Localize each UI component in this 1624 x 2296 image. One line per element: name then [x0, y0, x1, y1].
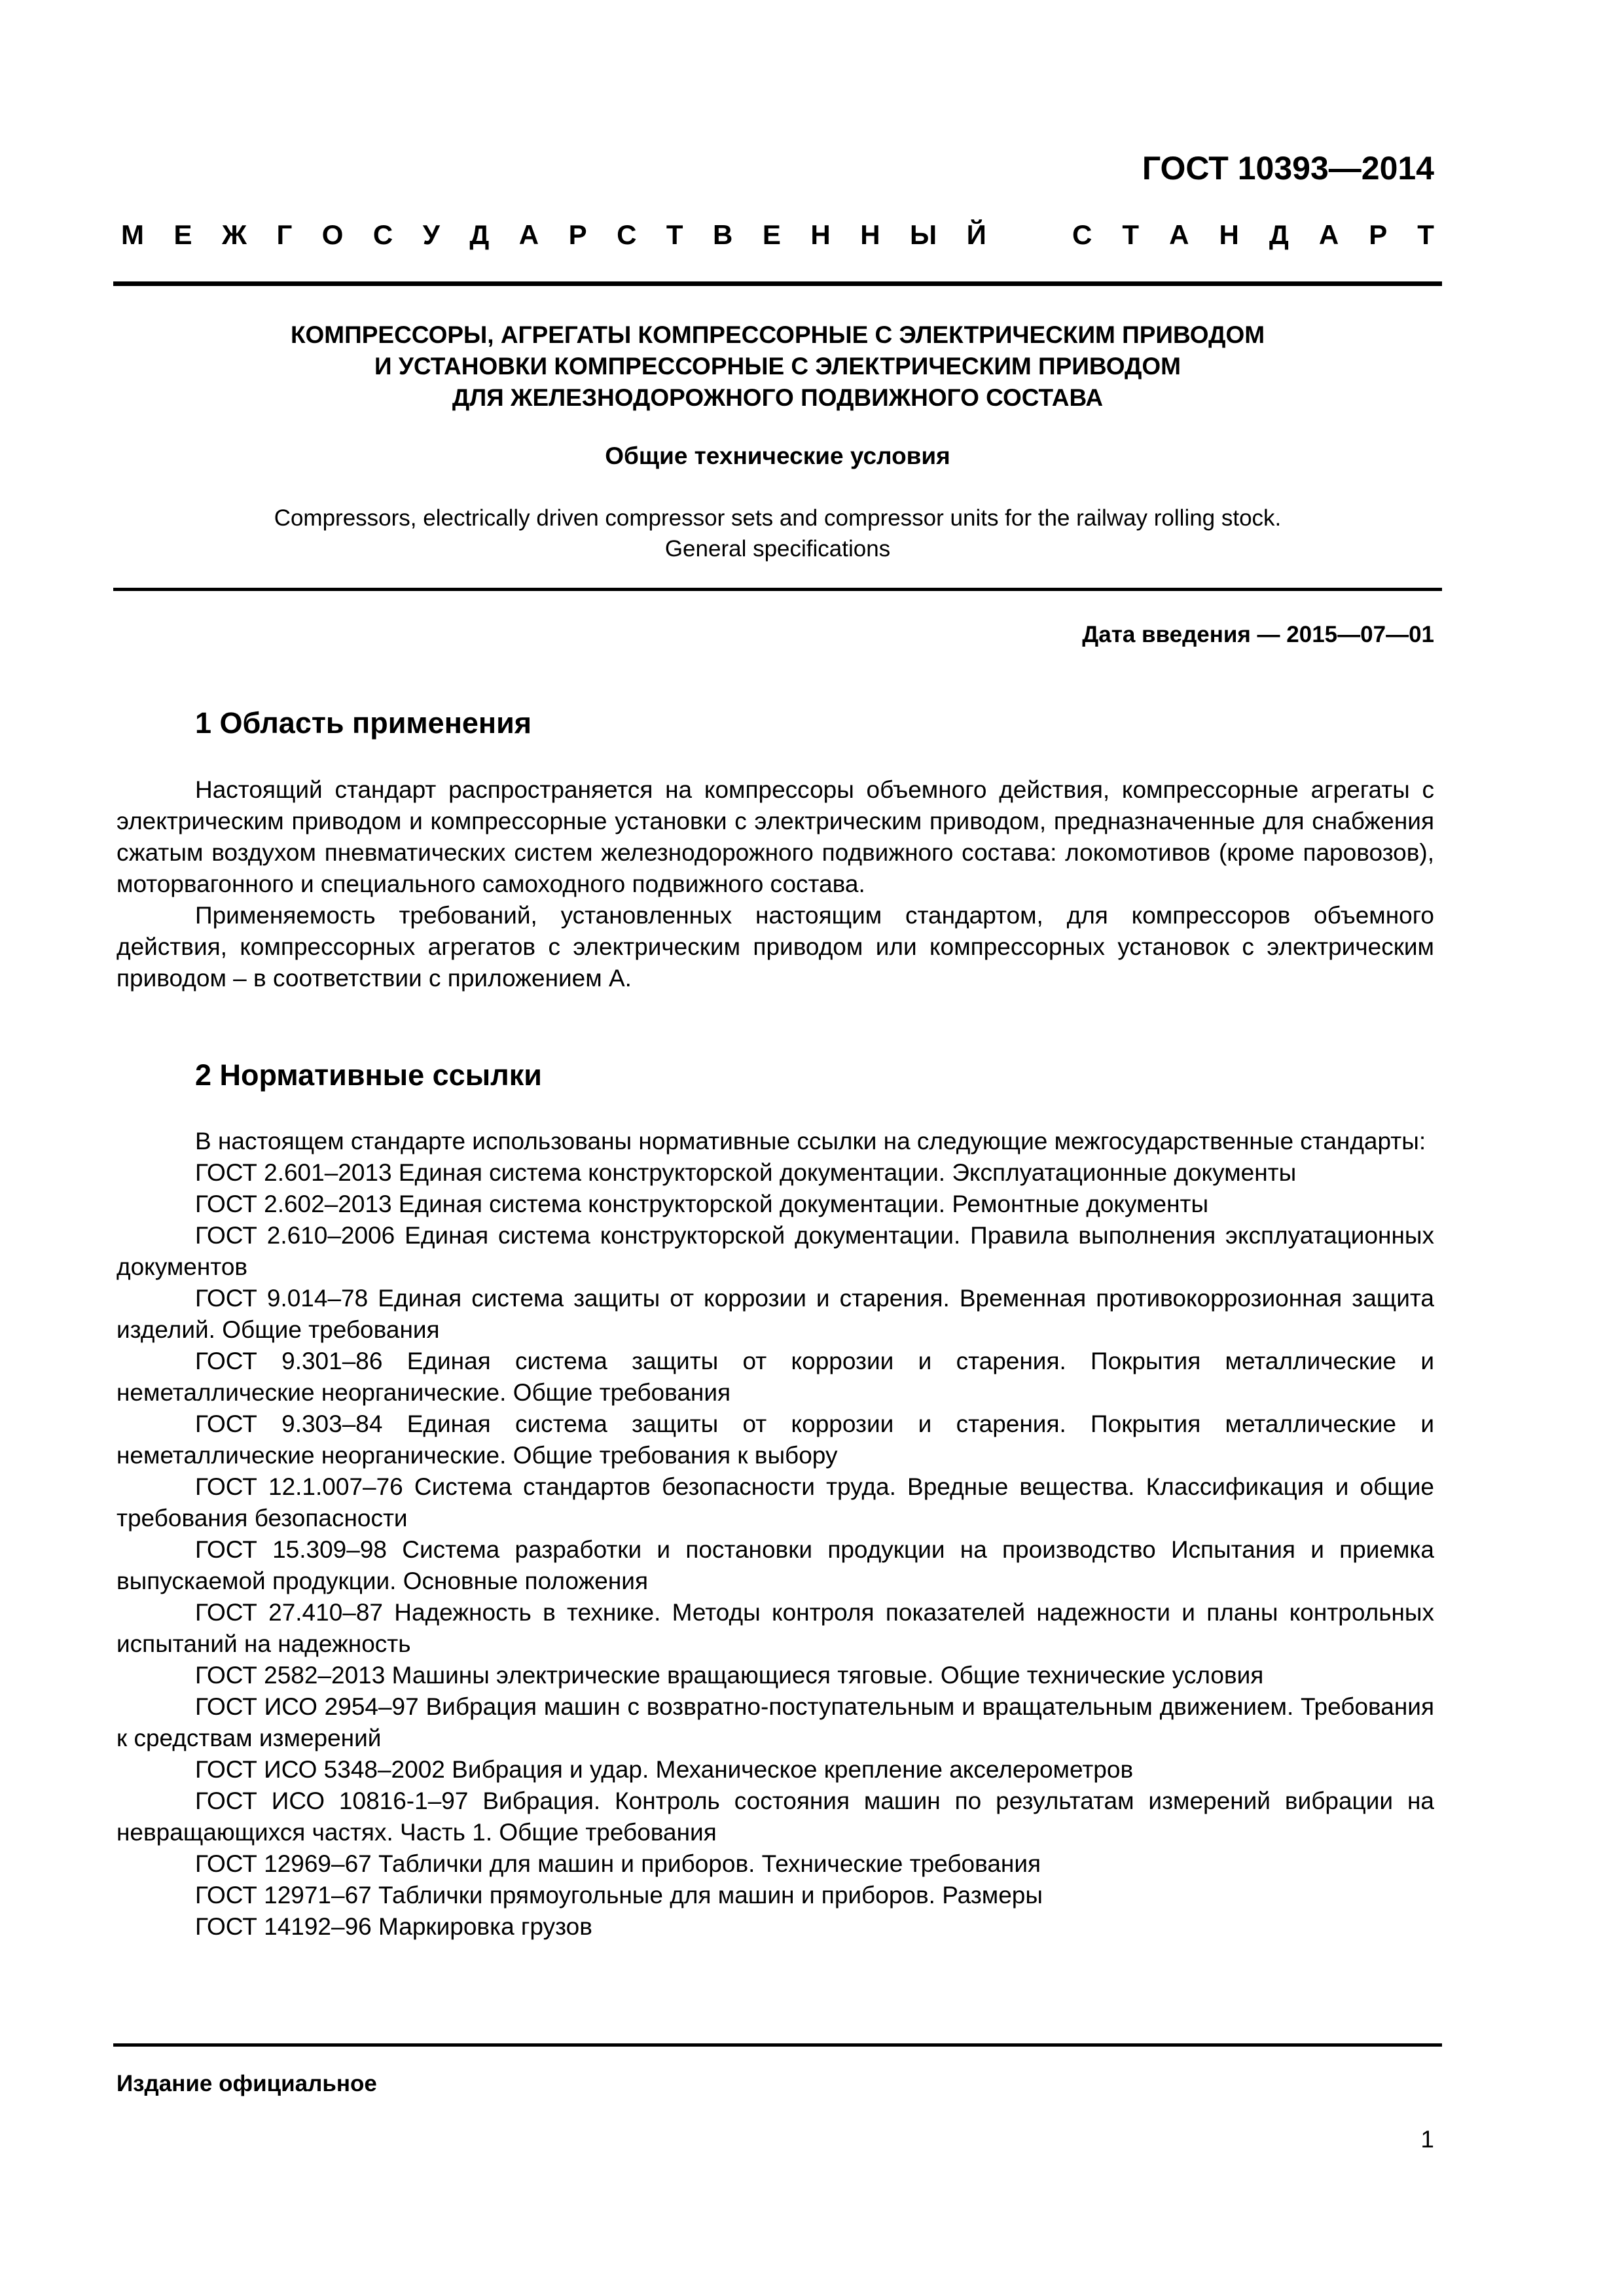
introduction-date: Дата введения — 2015—07—01 [1082, 622, 1434, 647]
reference-item: ГОСТ 2.602–2013 Единая система конструкторской документации. Ремонтные документы [195, 1191, 1209, 1217]
page-number: 1 [1420, 2126, 1434, 2153]
banner-letter: А [518, 219, 539, 250]
reference-item: ГОСТ ИСО 2954–97 Вибрация машин с возвратно-поступательным и вращательным движением. Требования к средствам измерений [117, 1693, 1434, 1751]
reference-item: ГОСТ ИСО 5348–2002 Вибрация и удар. Механическое крепление акселерометров [195, 1756, 1134, 1783]
reference-item: ГОСТ 9.014–78 Единая система защиты от коррозии и старения. Временная противокоррозионная защита изделий. Общие требования [117, 1285, 1434, 1343]
section-references-body [117, 1126, 1434, 1943]
title-line: ДЛЯ ЖЕЛЕЗНОДОРОЖНОГО ПОДВИЖНОГО СОСТАВА [452, 384, 1104, 411]
banner-letter: Ж [221, 219, 247, 250]
interstate-word [121, 221, 986, 249]
document-subtitle: Общие технические условия [605, 442, 950, 469]
reference-item: ГОСТ 15.309–98 Система разработки и постановки продукции на производство Испытания и приемка выпускаемой продукции. Основные положения [117, 1536, 1434, 1594]
section-heading-references: 2 Нормативные ссылки [195, 1058, 542, 1092]
paragraph: В настоящем стандарте использованы нормативные ссылки на следующие межгосударственные стандарты: [195, 1128, 1426, 1155]
banner-letter: Р [568, 219, 587, 250]
english-title-line: General specifications [664, 536, 891, 562]
reference-item: ГОСТ 12.1.007–76 Система стандартов безопасности труда. Вредные вещества. Классификация и общие требования безопасности [117, 1473, 1434, 1532]
banner-letter: Р [1369, 219, 1388, 250]
banner-letter: М [121, 219, 144, 250]
header-rule [113, 281, 1442, 286]
section-heading-scope: 1 Область применения [195, 706, 532, 740]
banner-letter: Ы [910, 219, 937, 250]
banner-letter: С [372, 219, 393, 250]
title-rule [113, 588, 1442, 591]
section-scope-body [117, 774, 1434, 994]
official-edition-note: Издание официальное [117, 2071, 377, 2096]
banner-letter: С [617, 219, 637, 250]
document-title [113, 319, 1442, 414]
reference-item: ГОСТ 12971–67 Таблички прямоугольные для машин и приборов. Размеры [195, 1882, 1043, 1909]
banner-letter: Н [860, 219, 880, 250]
standard-word [1072, 221, 1434, 249]
paragraph: Настоящий стандарт распространяется на компрессоры объемного действия, компрессорные агрегаты с электрическим приводом и компрессорные установки с электрическим приводом, предназначенные для снабжения сжатым воздухом пневматических систем железнодорожного подвижного состава: локомотивов (кроме паровозов), моторвагонного и специального самоходного подвижного состава. [117, 776, 1434, 897]
reference-item: ГОСТ 27.410–87 Надежность в технике. Методы контроля показателей надежности и планы контрольных испытаний на надежность [117, 1599, 1434, 1657]
title-line: КОМПРЕССОРЫ, АГРЕГАТЫ КОМПРЕССОРНЫЕ С ЭЛЕКТРИЧЕСКИМ ПРИВОДОМ [290, 321, 1265, 348]
banner-letter: Й [966, 219, 986, 250]
banner-letter: Т [1122, 219, 1140, 250]
reference-item: ГОСТ 2582–2013 Машины электрические вращающиеся тяговые. Общие технические условия [195, 1662, 1264, 1689]
banner-letter: А [1318, 219, 1339, 250]
reference-item: ГОСТ 2.610–2006 Единая система конструкторской документации. Правила выполнения эксплуатационных документов [117, 1222, 1434, 1280]
banner-letter: Д [469, 219, 490, 250]
banner-letter: Н [810, 219, 831, 250]
reference-item: ГОСТ 14192–96 Маркировка грузов [195, 1913, 592, 1940]
interstate-standard-banner [121, 221, 1434, 249]
banner-letter: Т [1417, 219, 1434, 250]
banner-letter: В [713, 219, 733, 250]
title-line: И УСТАНОВКИ КОМПРЕССОРНЫЕ С ЭЛЕКТРИЧЕСКИМ ПРИВОДОМ [374, 353, 1181, 380]
footer-rule [113, 2043, 1442, 2047]
english-title [113, 503, 1442, 564]
banner-letter: Е [173, 219, 192, 250]
reference-item: ГОСТ 9.303–84 Единая система защиты от коррозии и старения. Покрытия металлические и неметаллические неорганические. Общие требования к выбору [117, 1410, 1434, 1469]
banner-letter: А [1169, 219, 1189, 250]
banner-letter: Д [1269, 219, 1289, 250]
english-title-line: Compressors, electrically driven compressor sets and compressor units for the railway rolling stock. [274, 505, 1282, 531]
reference-item: ГОСТ 9.301–86 Единая система защиты от коррозии и старения. Покрытия металлические и неметаллические неорганические. Общие требования [117, 1348, 1434, 1406]
banner-letter: Т [666, 219, 683, 250]
banner-letter: Г [276, 219, 293, 250]
banner-letter: Е [762, 219, 781, 250]
banner-letter: С [1072, 219, 1092, 250]
banner-letter: О [321, 219, 344, 250]
document-number: ГОСТ 10393—2014 [1142, 150, 1434, 187]
reference-item: ГОСТ 2.601–2013 Единая система конструкторской документации. Эксплуатационные документы [195, 1159, 1297, 1186]
reference-item: ГОСТ 12969–67 Таблички для машин и приборов. Технические требования [195, 1850, 1041, 1877]
paragraph: Применяемость требований, установленных настоящим стандартом, для компрессоров объемного действия, компрессорных агрегатов с электрическим приводом или компрессорных установок с электрическим приводом – в соответствии с приложением А. [117, 902, 1434, 992]
reference-item: ГОСТ ИСО 10816-1–97 Вибрация. Контроль состояния машин по результатам измерений вибрации на невращающихся частях. Часть 1. Общие требования [117, 1787, 1434, 1846]
banner-letter: Н [1219, 219, 1239, 250]
banner-letter: У [422, 219, 440, 250]
